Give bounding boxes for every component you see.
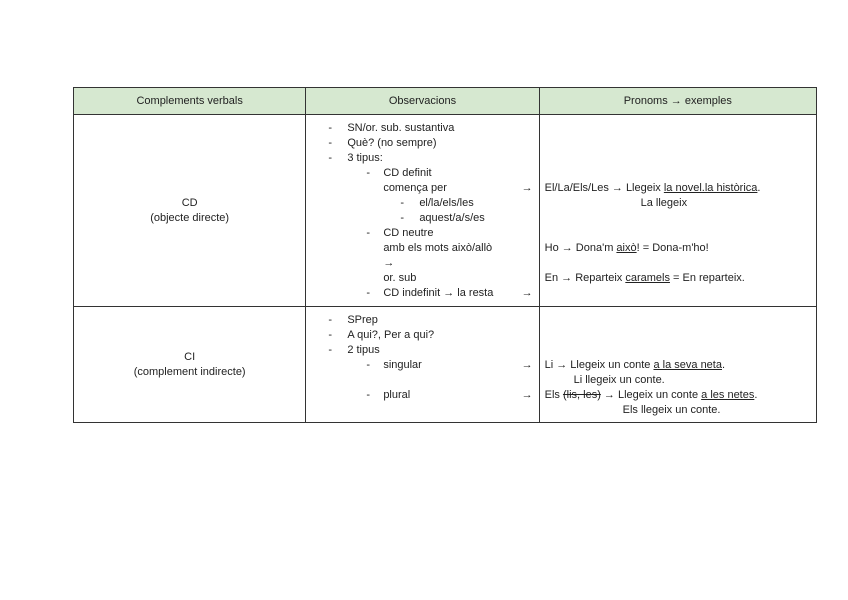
ci-ex2-text: Els (544, 389, 563, 401)
ci-ex2-mid: → Llegeix un conte (600, 389, 702, 401)
cd-obs-t1d: aquest/a/s/es (419, 212, 485, 224)
cd-ex1-text: El/La/Els/Les → Llegeix (544, 182, 664, 194)
cd-ex3-text: En → Reparteix (544, 272, 626, 284)
dash: - (366, 359, 370, 371)
cd-observations-cell (306, 115, 539, 307)
ci-ex1-underlined: a la seva neta (653, 359, 722, 371)
cd-obs-b3: 3 tipus: (347, 152, 383, 164)
dash: - (400, 212, 404, 224)
ci-term-cell (74, 307, 306, 423)
ci-obs-b2: A qui?, Per a qui? (347, 329, 435, 341)
dash: - (400, 197, 404, 209)
cd-obs-t2c: → (383, 257, 395, 269)
cd-obs-t1a: CD definit (383, 167, 432, 179)
cd-ex3-end: = En reparteix. (669, 272, 745, 284)
ci-examples-cell (539, 307, 816, 423)
ci-observations-cell (306, 307, 539, 423)
dash: - (328, 152, 332, 164)
cd-obs-b2: Què? (no sempre) (347, 137, 437, 149)
dash: - (328, 122, 332, 134)
dash: - (328, 314, 332, 326)
dash: - (366, 287, 370, 299)
cd-example-3 (545, 271, 745, 286)
cd-obs-t1b: comença per (383, 182, 447, 194)
ci-obs-t2: plural (383, 389, 411, 401)
dash: - (328, 137, 332, 149)
header-pronoms: Pronoms → exemples (539, 88, 816, 115)
cd-term: CD (181, 196, 198, 209)
ci-obs-b1: SPrep (347, 314, 378, 326)
cd-example-2 (545, 241, 709, 256)
cd-ex1-end: . (757, 182, 761, 194)
cd-ex2-text: Ho → Dona'm (544, 242, 617, 254)
cd-obs-t2a: CD neutre (383, 227, 434, 239)
dash: - (328, 329, 332, 341)
ci-ex2-struck: (lis, les) (562, 389, 601, 401)
cd-term-cell (74, 115, 306, 307)
table-row-ci (74, 307, 817, 423)
ci-ex2-end: . (754, 389, 758, 401)
ci-example-1 (545, 358, 725, 373)
ci-term: CI (184, 350, 196, 363)
dash: - (328, 344, 332, 356)
table-header-row (74, 88, 817, 115)
ci-obs-b3: 2 tipus (347, 344, 380, 356)
ci-ex2-underlined: a les netes (701, 389, 755, 401)
cd-examples-cell (539, 115, 816, 307)
dash: - (366, 227, 370, 239)
ci-ex1-text: Li → Llegeix un conte (544, 359, 654, 371)
cd-ex2-underlined: això (616, 242, 637, 254)
ci-example-2b: Els llegeix un conte. (622, 404, 721, 416)
cd-obs-t2d: or. sub (383, 272, 417, 284)
cd-obs-t3: CD indefinit → la resta (383, 287, 494, 299)
table-row-cd (74, 115, 817, 307)
header-observacions: Observacions (306, 88, 539, 115)
cd-obs-t1c: el/la/els/les (419, 197, 474, 209)
complements-table (73, 87, 817, 423)
arrow-icon: → (521, 182, 533, 194)
cd-obs-b1: SN/or. sub. sustantiva (347, 122, 455, 134)
cd-example-1b: La llegeix (640, 197, 688, 209)
arrow-icon: → (521, 287, 533, 299)
ci-term-full: (complement indirecte) (133, 365, 246, 378)
dash: - (366, 389, 370, 401)
dash: - (366, 167, 370, 179)
ci-example-2 (545, 388, 758, 403)
cd-ex2-end: ! = Dona-m'ho! (636, 242, 709, 254)
header-complements: Complements verbals (74, 88, 306, 115)
cd-obs-t2b: amb els mots això/allò (383, 242, 493, 254)
cd-example-1 (545, 181, 761, 196)
arrow-icon: → (521, 389, 533, 401)
cd-term-full: (objecte directe) (150, 211, 230, 224)
ci-obs-t1: singular (383, 359, 422, 371)
cd-ex1-underlined: la novel.la històrica (663, 182, 758, 194)
ci-ex1-end: . (721, 359, 726, 371)
arrow-icon: → (521, 359, 533, 371)
cd-ex3-underlined: caramels (625, 272, 670, 284)
ci-example-1b: Li llegeix un conte. (573, 374, 665, 386)
